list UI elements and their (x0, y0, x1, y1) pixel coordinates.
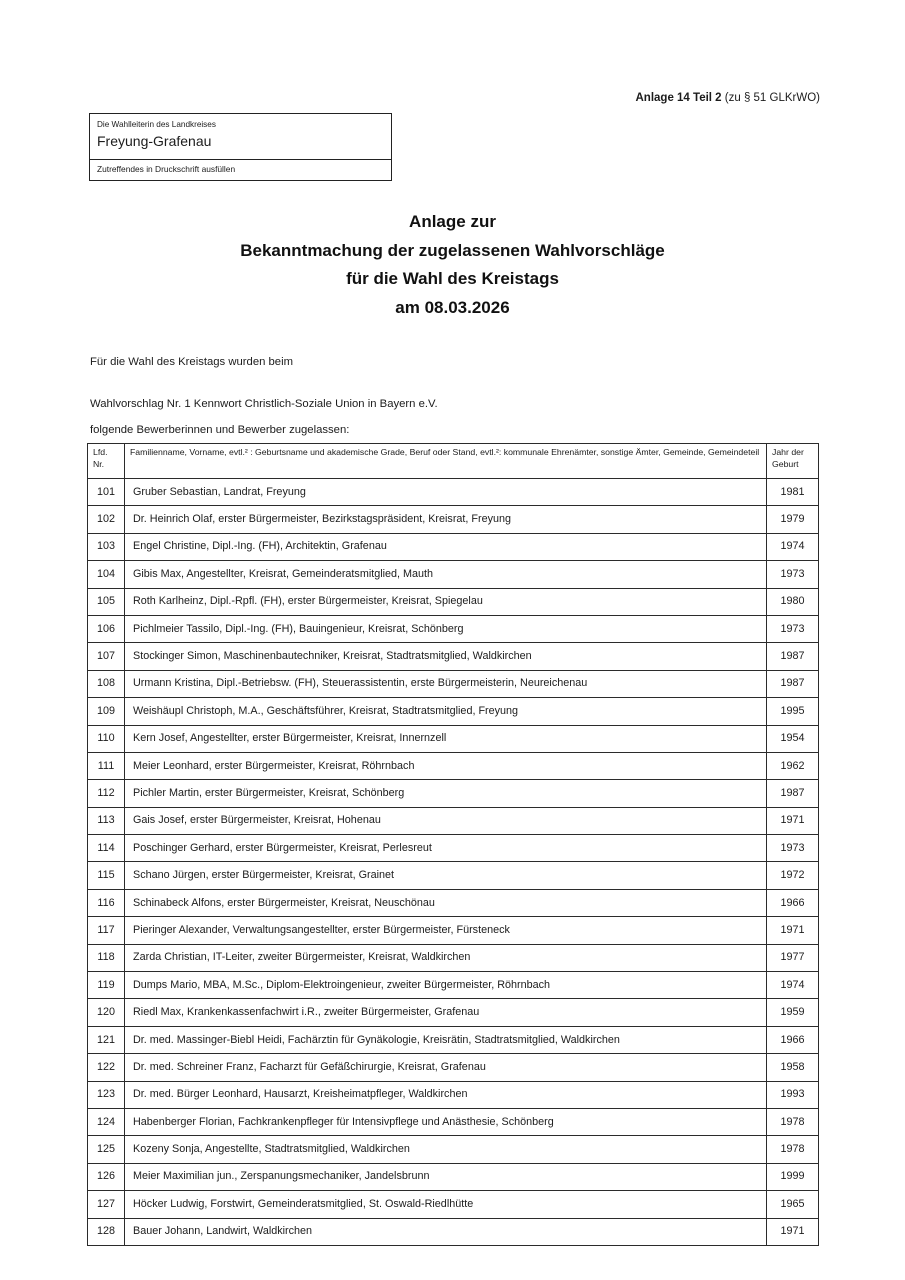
candidate-description: Dr. med. Schreiner Franz, Facharzt für Gefäßchirurgie, Kreisrat, Grafenau (125, 1054, 767, 1081)
candidate-birth-year: 1973 (767, 561, 819, 588)
candidate-row (88, 615, 819, 642)
candidate-description: Habenberger Florian, Fachkrankenpfleger für Intensivpflege und Anästhesie, Schönberg (125, 1108, 767, 1135)
candidate-row (88, 643, 819, 670)
candidate-description: Dumps Mario, MBA, M.Sc., Diplom-Elektroingenieur, zweiter Bürgermeister, Röhrnbach (125, 972, 767, 999)
candidate-birth-year: 1966 (767, 889, 819, 916)
candidate-row (88, 1163, 819, 1190)
candidate-birth-year: 1962 (767, 752, 819, 779)
issuer-box (89, 113, 392, 181)
intro-line-1: Für die Wahl des Kreistags wurden beim (90, 356, 294, 368)
candidate-description: Bauer Johann, Landwirt, Waldkirchen (125, 1218, 767, 1245)
candidate-table (87, 443, 819, 1246)
candidate-description: Weishäupl Christoph, M.A., Geschäftsführer, Kreisrat, Stadtratsmitglied, Freyung (125, 698, 767, 725)
candidate-number: 107 (88, 643, 125, 670)
intro-line-2: Wahlvorschlag Nr. 1 Kennwort Christlich-Soziale Union in Bayern e.V. (90, 398, 438, 410)
candidate-birth-year: 1966 (767, 1026, 819, 1053)
candidate-birth-year: 1978 (767, 1108, 819, 1135)
candidate-description: Stockinger Simon, Maschinenbautechniker, Kreisrat, Stadtratsmitglied, Waldkirchen (125, 643, 767, 670)
candidate-row (88, 944, 819, 971)
candidate-birth-year: 1981 (767, 479, 819, 506)
candidate-row (88, 999, 819, 1026)
document-title-line-3: für die Wahl des Kreistags (346, 269, 559, 288)
candidate-number: 116 (88, 889, 125, 916)
candidate-row (88, 780, 819, 807)
candidate-description: Höcker Ludwig, Forstwirt, Gemeinderatsmitglied, St. Oswald-Riedlhütte (125, 1191, 767, 1218)
candidate-row (88, 752, 819, 779)
candidate-description: Pichlmeier Tassilo, Dipl.-Ing. (FH), Bauingenieur, Kreisrat, Schönberg (125, 615, 767, 642)
candidate-row (88, 588, 819, 615)
candidate-birth-year: 1987 (767, 670, 819, 697)
candidate-birth-year: 1977 (767, 944, 819, 971)
candidate-number: 128 (88, 1218, 125, 1245)
candidate-description: Engel Christine, Dipl.-Ing. (FH), Architektin, Grafenau (125, 533, 767, 560)
candidate-birth-year: 1959 (767, 999, 819, 1026)
annex-reference (636, 92, 821, 104)
candidate-row (88, 889, 819, 916)
candidate-description: Zarda Christian, IT-Leiter, zweiter Bürgermeister, Kreisrat, Waldkirchen (125, 944, 767, 971)
candidate-birth-year: 1980 (767, 588, 819, 615)
candidate-number: 110 (88, 725, 125, 752)
candidate-description: Gibis Max, Angestellter, Kreisrat, Gemeinderatsmitglied, Mauth (125, 561, 767, 588)
candidate-table-body (88, 479, 819, 1246)
candidate-row (88, 506, 819, 533)
candidate-number: 118 (88, 944, 125, 971)
candidate-birth-year: 1987 (767, 643, 819, 670)
issuer-authority-label: Die Wahlleiterin des Landkreises (97, 120, 216, 129)
candidate-row (88, 807, 819, 834)
candidate-description: Schano Jürgen, erster Bürgermeister, Kreisrat, Grainet (125, 862, 767, 889)
candidate-number: 102 (88, 506, 125, 533)
document-title-line-1: Anlage zur (409, 212, 496, 231)
candidate-description: Kozeny Sonja, Angestellte, Stadtratsmitglied, Waldkirchen (125, 1136, 767, 1163)
candidate-birth-year: 1978 (767, 1136, 819, 1163)
candidate-row (88, 1218, 819, 1245)
document-title-line-2: Bekanntmachung der zugelassenen Wahlvorschläge (240, 240, 665, 260)
candidate-row (88, 1081, 819, 1108)
annex-reference-bold: Anlage 14 Teil 2 (635, 92, 722, 104)
candidate-number: 113 (88, 807, 125, 834)
candidate-birth-year: 1974 (767, 533, 819, 560)
candidate-description: Dr. Heinrich Olaf, erster Bürgermeister, Bezirkstagspräsident, Kreisrat, Freyung (125, 506, 767, 533)
candidate-number: 111 (88, 752, 125, 779)
candidate-number: 127 (88, 1191, 125, 1218)
candidate-description: Urmann Kristina, Dipl.-Betriebsw. (FH), Steuerassistentin, erste Bürgermeisterin, Neureichenau (125, 670, 767, 697)
candidate-description: Riedl Max, Krankenkassenfachwirt i.R., zweiter Bürgermeister, Grafenau (125, 999, 767, 1026)
candidate-row (88, 972, 819, 999)
candidate-row (88, 479, 819, 506)
candidate-number: 101 (88, 479, 125, 506)
candidate-description: Meier Maximilian jun., Zerspanungsmechaniker, Jandelsbrunn (125, 1163, 767, 1190)
candidate-description: Dr. med. Bürger Leonhard, Hausarzt, Kreisheimatpfleger, Waldkirchen (125, 1081, 767, 1108)
header-year-line-1: Jahr der (772, 447, 804, 457)
candidate-birth-year: 1973 (767, 615, 819, 642)
candidate-birth-year: 1987 (767, 780, 819, 807)
candidate-row (88, 835, 819, 862)
candidate-row (88, 561, 819, 588)
candidate-birth-year: 1958 (767, 1054, 819, 1081)
candidate-birth-year: 1973 (767, 835, 819, 862)
candidate-number: 114 (88, 835, 125, 862)
candidate-birth-year: 1999 (767, 1163, 819, 1190)
issuer-district-name: Freyung-Grafenau (97, 133, 212, 149)
candidate-number: 109 (88, 698, 125, 725)
candidate-description: Gais Josef, erster Bürgermeister, Kreisrat, Hohenau (125, 807, 767, 834)
header-cell-name: Familienname, Vorname, evtl.² : Geburtsname und akademische Grade, Beruf oder Stand, evtl.²: kommunale Ehrenämter, sonstige Ämter, Gemeinde, Gemeindeteil (125, 444, 767, 479)
candidate-birth-year: 1971 (767, 917, 819, 944)
document-title-line-4: am 08.03.2026 (395, 297, 510, 317)
header-nr-line-2: Nr. (93, 458, 105, 469)
candidate-description: Gruber Sebastian, Landrat, Freyung (125, 479, 767, 506)
candidate-number: 115 (88, 862, 125, 889)
candidate-row (88, 1136, 819, 1163)
candidate-number: 108 (88, 670, 125, 697)
candidate-number: 126 (88, 1163, 125, 1190)
candidate-number: 112 (88, 780, 125, 807)
candidate-number: 106 (88, 615, 125, 642)
candidate-number: 103 (88, 533, 125, 560)
candidate-description: Dr. med. Massinger-Biebl Heidi, Fachärztin für Gynäkologie, Kreisrätin, Stadtratsmitglied, Waldkirchen (125, 1026, 767, 1053)
intro-line-3: folgende Bewerberinnen und Bewerber zugelassen: (90, 424, 350, 436)
candidate-birth-year: 1971 (767, 807, 819, 834)
header-nr-line-1: Lfd. (93, 447, 108, 457)
candidate-row (88, 1054, 819, 1081)
candidate-description: Poschinger Gerhard, erster Bürgermeister, Kreisrat, Perlesreut (125, 835, 767, 862)
candidate-number: 119 (88, 972, 125, 999)
candidate-row (88, 862, 819, 889)
issuer-box-instruction: Zutreffendes in Druckschrift ausfüllen (97, 164, 236, 174)
candidate-number: 124 (88, 1108, 125, 1135)
candidate-birth-year: 1965 (767, 1191, 819, 1218)
candidate-description: Kern Josef, Angestellter, erster Bürgermeister, Kreisrat, Innernzell (125, 725, 767, 752)
candidate-row (88, 533, 819, 560)
candidate-row (88, 725, 819, 752)
document-title (0, 208, 905, 322)
candidate-number: 123 (88, 1081, 125, 1108)
candidate-description: Schinabeck Alfons, erster Bürgermeister, Kreisrat, Neuschönau (125, 889, 767, 916)
candidate-number: 120 (88, 999, 125, 1026)
candidate-description: Pichler Martin, erster Bürgermeister, Kreisrat, Schönberg (125, 780, 767, 807)
candidate-row (88, 917, 819, 944)
candidate-number: 122 (88, 1054, 125, 1081)
candidate-description: Roth Karlheinz, Dipl.-Rpfl. (FH), erster Bürgermeister, Kreisrat, Spiegelau (125, 588, 767, 615)
candidate-birth-year: 1993 (767, 1081, 819, 1108)
candidate-birth-year: 1971 (767, 1218, 819, 1245)
candidate-row (88, 698, 819, 725)
candidate-number: 121 (88, 1026, 125, 1053)
candidate-table-header-row (88, 444, 819, 479)
candidate-number: 104 (88, 561, 125, 588)
header-cell-year (767, 444, 819, 479)
candidate-row (88, 1108, 819, 1135)
candidate-row (88, 1026, 819, 1053)
candidate-birth-year: 1979 (767, 506, 819, 533)
candidate-birth-year: 1954 (767, 725, 819, 752)
candidate-birth-year: 1995 (767, 698, 819, 725)
candidate-description: Pieringer Alexander, Verwaltungsangestellter, erster Bürgermeister, Fürsteneck (125, 917, 767, 944)
candidate-table-header (88, 444, 819, 479)
candidate-row (88, 670, 819, 697)
candidate-number: 105 (88, 588, 125, 615)
issuer-box-upper (90, 114, 391, 160)
candidate-number: 117 (88, 917, 125, 944)
header-cell-nr (88, 444, 125, 479)
candidate-birth-year: 1974 (767, 972, 819, 999)
candidate-number: 125 (88, 1136, 125, 1163)
candidate-birth-year: 1972 (767, 862, 819, 889)
candidate-description: Meier Leonhard, erster Bürgermeister, Kreisrat, Röhrnbach (125, 752, 767, 779)
candidate-row (88, 1191, 819, 1218)
annex-reference-rest: (zu § 51 GLKrWO) (721, 92, 820, 104)
header-year-line-2: Geburt (772, 458, 799, 469)
